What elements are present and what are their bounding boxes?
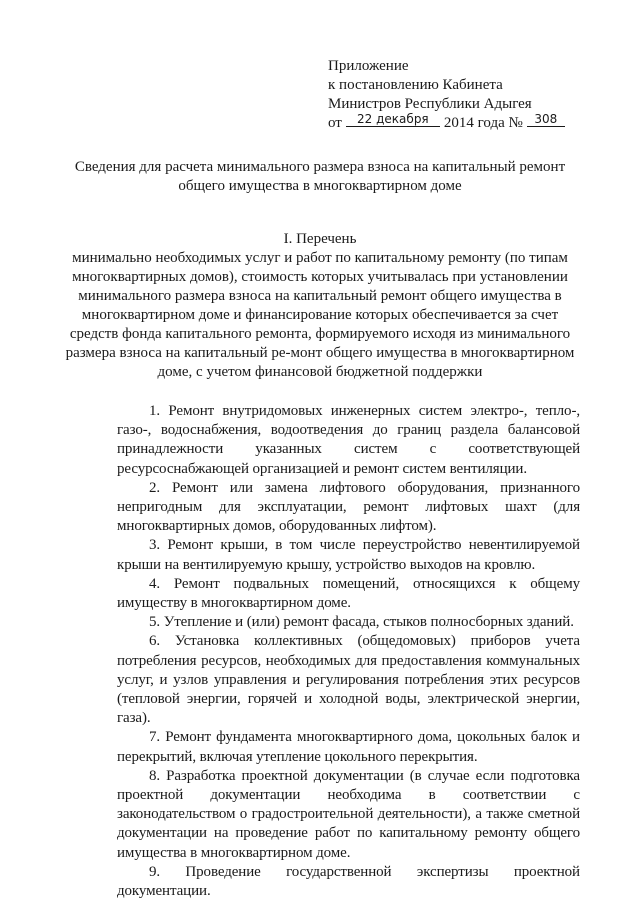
appendix-block	[328, 57, 565, 133]
appendix-line-3: Министров Республики Адыгея	[328, 96, 532, 112]
items-list	[117, 402, 580, 901]
list-item: 6. Установка коллективных (общедомовых) приборов учета потребления ресурсов, необходимых для предоставления коммунальных услуг, и узлов управления и регулирования потребления этих ресурсов (тепловой энергии, горячей и холодной воды, электрической энергии, газа).	[117, 633, 580, 727]
appendix-line-2: к постановлению Кабинета	[328, 77, 503, 93]
list-item: 1. Ремонт внутридомовых инженерных систем электро-, тепло-, газо-, водоснабжения, водоотведения до границ раздела балансовой принадлежности указанных систем с соответствующей ресурсоснабжающей организацией и ремонт систем вентиляции.	[117, 403, 580, 477]
document-number-field: 308	[527, 112, 565, 127]
list-item: 4. Ремонт подвальных помещений, относящихся к общему имуществу в многоквартирном доме.	[117, 575, 580, 612]
list-item: 8. Разработка проектной документации (в случае если подготовка проектной документации необходима в соответствии с законодательством о градостроительной деятельности), а также сметной документации на проведение работ по капитальному ремонту общего имущества в многоквартирном доме.	[117, 767, 580, 861]
date-year: 2014 года №	[443, 115, 523, 131]
document-title: Сведения для расчета минимального размера взноса на капитальный ремонт общего имущества в многоквартирном доме	[74, 159, 566, 194]
date-prefix: от	[328, 115, 342, 131]
list-item: 2. Ремонт или замена лифтового оборудования, признанного непригодным для эксплуатации, ремонт лифтовых шахт (для многоквартирных домов, оборудованных лифтом).	[117, 479, 580, 535]
list-item: 7. Ремонт фундамента многоквартирного дома, цокольных балок и перекрытий, включая утепление цокольного перекрытия.	[117, 729, 580, 765]
appendix-date-line	[328, 114, 565, 133]
list-item: 5. Утепление и (или) ремонт фасада, стыков полносборных зданий.	[149, 614, 574, 631]
appendix-line-1: Приложение	[328, 58, 409, 74]
list-item: 9. Проведение государственной экспертизы проектной документации.	[117, 863, 580, 900]
section-header	[60, 230, 580, 382]
date-day-field: 22 декабря	[346, 112, 440, 127]
list-item: 3. Ремонт крыши, в том числе переустройство невентилируемой крыши на вентилируемую крышу, устройство выходов на кровлю.	[117, 537, 580, 573]
section-heading: I. Перечень	[283, 231, 357, 247]
section-subheading: минимально необходимых услуг и работ по капитальному ремонту (по типам многоквартирных домов), стоимость которых учитывалась при установлении минимального размера взноса на капитальный ремонт общего имущества в многоквартирном доме и финансирование которых обеспечивается за счет средств фонда капитального ремонта, формируемого исходя из минимального размера взноса на капитальный ре-монт общего имущества в многоквартирном доме, с учетом финансовой бюджетной поддержки	[65, 250, 575, 380]
